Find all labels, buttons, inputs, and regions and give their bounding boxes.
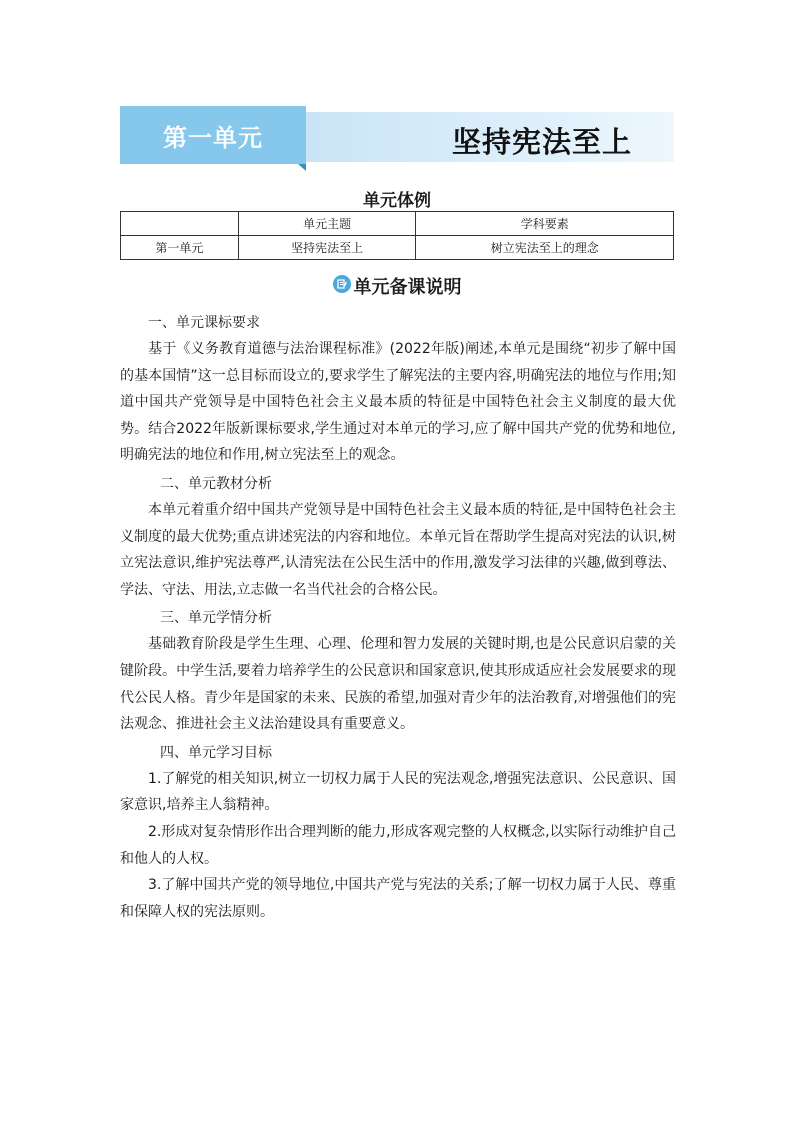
table-title: 单元体例 xyxy=(363,191,431,211)
lesson-notes xyxy=(120,310,676,925)
table-cell: 树立宪法至上的理念 xyxy=(416,236,674,260)
unit-label: 第一单元 xyxy=(120,106,306,164)
paragraph: 基础教育阶段是学生生理、心理、伦理和智力发展的关键时期,也是公民意识启蒙的关键阶段。中学生活,要着力培养学生的公民意识和国家意识,使其形成适应社会发展要求的现代公民人格。青少年是国家的未来、民族的希望,加强对青少年的法治教育,对增强他们的宪法观念、推进社会主义法治建设具有重要意义。 xyxy=(120,636,676,733)
table-row xyxy=(121,236,674,260)
paragraph: 本单元着重介绍中国共产党领导是中国特色社会主义最本质的特征,是中国特色社会主义制度的最大优势;重点讲述宪法的内容和地位。本单元旨在帮助学生提高对宪法的认识,树立宪法意识,维护宪法尊严,认清宪法在公民生活中的作用,激发学习法律的兴趣,做到尊法、学法、守法、用法,立志做一名当代社会的合格公民。 xyxy=(120,501,676,598)
banner-fold-decoration xyxy=(298,164,306,171)
part-heading: 二、单元教材分析 xyxy=(160,475,272,492)
table-header-cell xyxy=(121,212,239,236)
paragraph: 基于《义务教育道德与法治课程标准》(2022年版)阐述,本单元是围绕“初步了解中国的基本国情”这一总目标而设立的,要求学生了解宪法的主要内容,明确宪法的地位与作用;知道中国共产党领导是中国特色社会主义最本质的特征是中国特色社会主义制度的最大优势。结合2022年版新课标要求,学生通过对本单元的学习,应了解中国共产党的优势和地位,明确宪法的地位和作用,树立宪法至上的观念。 xyxy=(120,341,676,464)
book-icon xyxy=(333,275,351,293)
table-header-cell: 单元主题 xyxy=(238,212,416,236)
unit-banner xyxy=(120,106,674,171)
table-cell: 第一单元 xyxy=(121,236,239,260)
part-heading: 三、单元学情分析 xyxy=(160,610,272,627)
part-heading: 四、单元学习目标 xyxy=(160,744,272,761)
section-heading xyxy=(0,273,794,299)
table-header-row xyxy=(121,212,674,236)
paragraph: 3.了解中国共产党的领导地位,中国共产党与宪法的关系;了解一切权力属于人民、尊重和保障人权的宪法原则。 xyxy=(120,877,676,920)
table-cell: 坚持宪法至上 xyxy=(238,236,416,260)
paragraph: 1.了解党的相关知识,树立一切权力属于人民的宪法观念,增强宪法意识、公民意识、国家意识,培养主人翁精神。 xyxy=(120,770,676,814)
unit-overview-table xyxy=(120,211,674,260)
section-heading-text: 单元备课说明 xyxy=(353,277,462,298)
table-header-cell: 学科要素 xyxy=(416,212,674,236)
unit-title: 坚持宪法至上 xyxy=(452,125,633,159)
part-heading: 一、单元课标要求 xyxy=(148,315,260,331)
paragraph: 2.形成对复杂情形作出合理判断的能力,形成客观完整的人权概念,以实际行动维护自己和他人的人权。 xyxy=(120,823,676,867)
